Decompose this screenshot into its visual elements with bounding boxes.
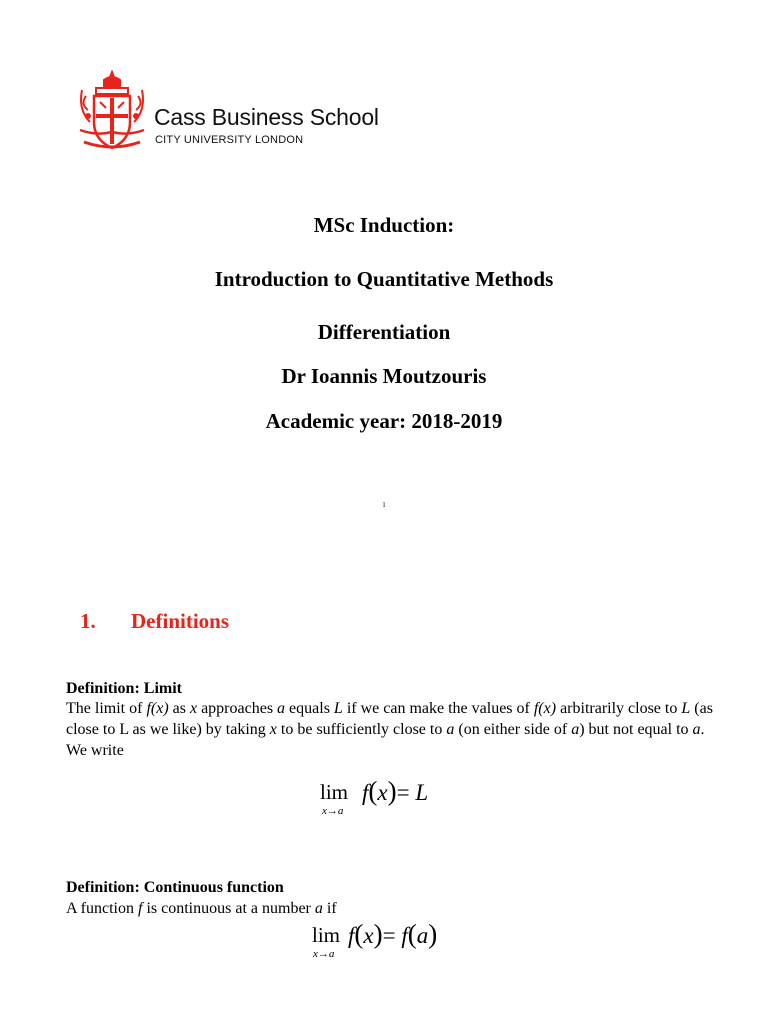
footnote-marker: 1 [382,501,386,509]
lim-operator: lim [312,923,341,947]
section-number: 1. [80,609,96,633]
title-author: Dr Ioannis Moutzouris [281,364,487,388]
formula-continuous [312,919,492,969]
lim-subscript: x→a [322,805,344,817]
lim-operator: lim [320,780,349,804]
formula-expression: f(x)= L [362,776,429,806]
school-crest-logo [76,70,148,154]
definition-limit-text: The limit of f(x) as x approaches a equals L if we can make the values of f(x) arbitrarily close to L (as close to L as we like) by taking x to be sufficiently close to a (on either side of a) but not equal to a. We write [66,700,713,759]
lim-subscript: x→a [313,948,335,960]
title-program: MSc Induction: [313,213,455,237]
definition-continuous-heading: Definition: Continuous function [66,879,284,896]
title-course: Introduction to Quantitative Methods [214,267,554,291]
formula-expression: f(x)= f(a) [348,919,438,949]
definition-limit-heading: Definition: Limit [66,680,182,697]
section-title: Definitions [131,609,230,633]
university-name: CITY UNIVERSITY LONDON [155,134,304,146]
definition-continuous-text: A function f is continuous at a number a if [66,900,337,917]
title-topic: Differentiation [317,320,451,344]
title-academic-year: Academic year: 2018-2019 [265,409,503,433]
formula-limit [320,776,480,826]
school-name: Cass Business School [154,104,379,130]
